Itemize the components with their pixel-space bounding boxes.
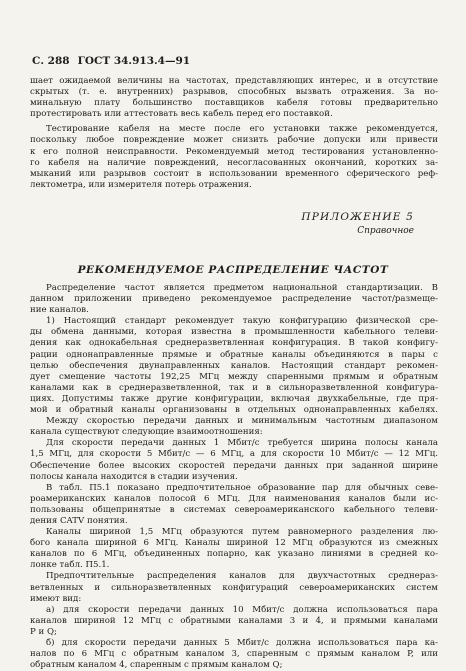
text-line: минальную плату большинство поставщиков кабеля готовы предварительно [30,98,438,109]
text-line: ние каналов. [30,305,89,316]
text-line: а) для скорости передачи данных 10 Мбит/с должна использоваться пара [46,604,438,615]
text-line: полосы канала находится в стадии изучения. [30,471,238,482]
text-line: б) для скорости передачи данных 5 Мбит/с должна использоваться пара ка- [46,638,438,648]
text-line: Предпочтительные распределения каналов для двухчастотных среднераз- [46,571,438,582]
text-line: го кабеля на наличие повреждений, несогласованных окончаний, коротких за- [30,157,438,168]
text-line: В табл. П5.1 показано предпочтительное образование пар для обычных севе- [46,482,438,493]
intro-text [30,76,438,191]
text-line: дует смещение частоты 192,25 МГц между спаренными прямым и обратным [30,371,438,382]
text-line: данном приложении приведено рекомендуемое распределение частот/размеще- [30,294,438,305]
text-line: Обеспечение более высоких скоростей передачи данных при заданной ширине [30,460,438,471]
text-line: шает ожидаемой величины на частотах, представляющих интерес, и в отсутствие [30,76,438,86]
appendix-label [301,211,414,236]
text-line: циях. Допустимы также другие конфигурации, включая двухкабельные, где пря- [30,393,438,404]
text-line: Для скорости передачи данных 1 Мбит/с требуется ширина полосы канала [46,438,438,449]
text-line: имеют вид: [30,593,82,604]
text-line: скрытых (т. е. внутренних) разрывов, способных вызвать отражения. За но- [30,87,438,98]
section-title: РЕКОМЕНДУЕМОЕ РАСПРЕДЕЛЕНИЕ ЧАСТОТ [77,264,389,276]
text-line: мой и обратный каналы организованы в отдельных однонаправленных кабелях. [30,405,438,416]
text-line: Тестирование кабеля на месте после его установки также рекомендуется, [46,124,438,135]
page-header [32,55,190,67]
text-line: ветвленных и сильноразветвленных конфигураций североамериканских систем [30,582,438,593]
text-line: обратным каналом 4, спаренным с прямым каналом Q; [30,660,283,671]
text-line: лонке табл. П5.1. [30,560,110,571]
text-line: дения как однокабельная среднеразветвленная конфигурация. В такой конфигу- [30,338,438,349]
text-line: каналами как в среднеразветвленной, так и в сильноразветвленной конфигура- [30,382,438,393]
text-line: каналов по 6 МГц, объединенных попарно, как указано линиями в средней ко- [30,549,438,560]
text-line: 1) Настоящий стандарт рекомендует такую конфигурацию физической сре- [46,316,438,327]
text-line: P и Q; [30,626,57,637]
text-line: мыканий или разрывов состоит в использовании временного сферического реф- [30,168,438,179]
text-line: к его полной неисправности. Рекомендуемый метод тестирования установленно- [30,146,438,157]
text-line: рации однонаправленные прямые и обратные каналы объединяются в пары с [30,349,438,360]
text-line: дения CATV понятия. [30,515,128,526]
text-line: канала существуют следующие взаимоотношения: [30,427,263,438]
page-number: С. 288 [32,55,70,67]
standard-designation: ГОСТ 34.913.4—91 [77,55,191,67]
text-line: лектометра, или измерителя потерь отражения. [30,179,252,190]
text-line: Между скоростью передачи данных и минимальным частотным диапазоном [46,416,438,427]
text-line: 1,5 МГц, для скорости 5 Мбит/с — 6 МГц, а для скорости 10 Мбит/с — 12 МГц. [30,449,438,460]
body-text [30,283,438,671]
text-line: Каналы шириной 1,5 МГц образуются путем равномерного разделения лю- [46,527,438,538]
text-line: Распределение частот является предметом национальной стандартизации. В [46,283,438,293]
text-line: целью обеспечения двунаправленных каналов. Настоящий стандарт рекомен- [30,360,438,371]
text-line: пользованы общепринятые в системах североамериканского кабельного телеви- [30,504,438,515]
text-line: поскольку любое повреждение может снизить рабочие допуски или привести [30,135,438,146]
text-line: протестировать или аттестовать весь кабель перед его поставкой. [30,109,333,120]
text-line: ды обмена данными, которая известна в промышленности кабельного телеви- [30,327,438,338]
text-line: бого канала шириной 6 МГц. Каналы шириной 12 МГц образуются из смежных [30,538,438,549]
text-line: налов по 6 МГц с обратным каналом 3, спаренным с прямым каналом P, или [30,649,438,660]
appendix-title: ПРИЛОЖЕНИЕ 5 [301,211,414,223]
text-line: роамериканских каналов полосой 6 МГц. Для наименования каналов были ис- [30,493,438,504]
text-line: каналов шириной 12 МГц с обратными каналами 3 и 4, и прямыми каналами [30,615,438,626]
appendix-subtitle: Справочное [357,226,414,236]
